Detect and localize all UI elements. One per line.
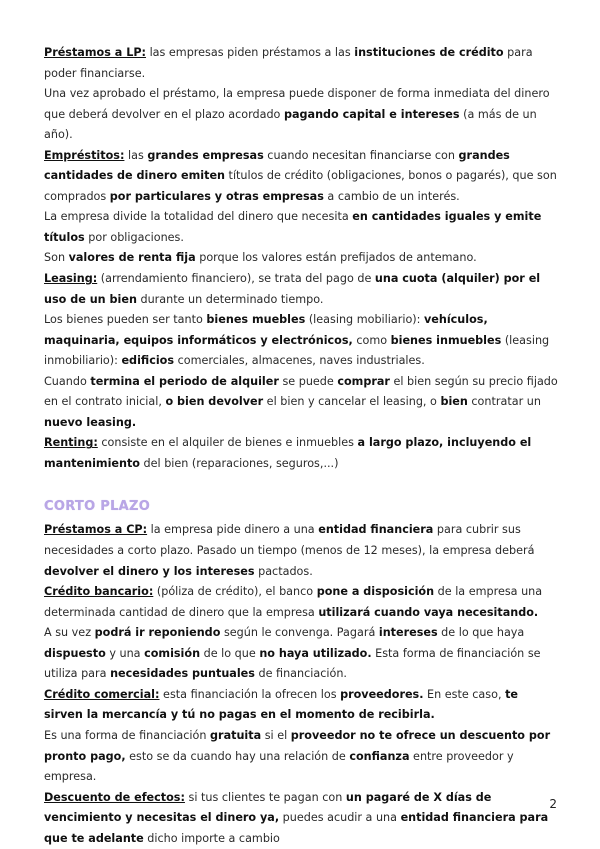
text-run: de lo que haya [437, 626, 525, 640]
bold-text: grandes cantidades de dinero emiten [44, 148, 510, 183]
text-run: según le convenga. Pagará [220, 626, 379, 640]
term-label: Leasing: [44, 272, 98, 286]
bold-text: o bien devolver [165, 395, 264, 409]
text-run: (leasing mobiliario): [305, 313, 424, 327]
bold-text: no haya utilizado. [259, 646, 372, 660]
bold-text: valores de renta fija [68, 251, 196, 265]
bold-text: dispuesto [44, 646, 106, 660]
bold-text: termina el periodo de alquiler [90, 374, 279, 388]
paragraph [44, 520, 558, 582]
section-heading-corto-plazo: CORTO PLAZO [44, 499, 151, 515]
page-content [44, 43, 558, 849]
bold-text: podrá ir reponiendo [94, 626, 221, 640]
text-run: pactados. [254, 564, 313, 578]
term-label: Préstamos a LP: [44, 46, 147, 59]
bold-text: grandes empresas [147, 148, 264, 162]
bold-text: gratuita [210, 728, 262, 742]
bold-text: por particulares y otras empresas [109, 189, 324, 203]
text-run: (leasing inmobiliario): [44, 333, 550, 368]
text-run: por obligaciones. [84, 230, 184, 244]
paragraph [44, 310, 558, 372]
paragraph [44, 269, 558, 310]
bold-text: bien [440, 395, 468, 409]
text-run: Es una forma de financiación [44, 728, 211, 742]
bold-text: edificios [121, 354, 175, 368]
bold-text: vehículos, maquinaria, equipos informáticos y electrónicos, [44, 313, 488, 347]
bold-text: utilizará cuando vaya necesitando. [318, 605, 539, 619]
text-run: el bien según su precio fijado en el contrato inicial, [44, 374, 558, 409]
text-run: a cambio de un interés. [323, 189, 460, 203]
text-run: dicho importe a cambio [143, 831, 280, 845]
text-run: Son [44, 251, 69, 265]
text-run: del bien (reparaciones, seguros,...) [139, 456, 339, 470]
text-run: para cubrir sus necesidades a corto plazo. Pasado un tiempo (menos de 12 meses), la empresa deberá [44, 523, 535, 558]
text-run: Los bienes pueden ser tanto [44, 313, 207, 327]
term-label: Empréstitos: [44, 148, 125, 162]
text-run: La empresa divide la totalidad del dinero que necesita [44, 210, 353, 224]
bold-text: proveedor no te ofrece un descuento por pronto pago, [44, 728, 551, 763]
text-run: contratar un [467, 395, 541, 409]
bold-text: proveedores. [340, 687, 424, 701]
text-run: (a más de un año). [44, 107, 537, 142]
text-run: Una vez aprobado el préstamo, la empresa puede disponer de forma inmediata del dinero que deberá devolver en el plazo acordado [44, 87, 550, 121]
term-label: Crédito comercial: [44, 687, 160, 701]
text-run: se puede [278, 374, 338, 388]
bold-text: te sirven la mercancía y tú no pagas en el momento de recibirla. [44, 687, 519, 722]
text-run: (póliza de crédito), el banco [153, 585, 317, 599]
text-run: Esta forma de financiación se utiliza para [44, 646, 541, 681]
bold-text: devolver el dinero y los intereses [44, 564, 255, 578]
bold-text: confianza [349, 749, 410, 763]
text-run: (arrendamiento financiero), se trata del pago de [97, 272, 375, 286]
text-run: si tus clientes te pagan con [184, 790, 346, 804]
bold-text: necesidades puntuales [110, 667, 255, 681]
text-run: la empresa pide dinero a una [147, 523, 319, 537]
paragraph [44, 582, 558, 623]
text-run: puedes acudir a una [279, 811, 401, 825]
paragraph [44, 146, 558, 208]
text-run: consiste en el alquiler de bienes e inmuebles [97, 436, 358, 450]
page-number: 2 [549, 797, 557, 811]
bold-text: intereses [378, 626, 438, 640]
term-label: Préstamos a CP: [44, 523, 148, 537]
short-term-financing-section [44, 520, 558, 849]
term-label: Descuento de efectos: [44, 790, 185, 804]
paragraph [44, 372, 558, 434]
text-run: esta financiación la ofrecen los [159, 687, 341, 701]
bold-text: entidad financiera para que te adelante [44, 811, 549, 845]
term-label: Crédito bancario: [44, 585, 154, 599]
paragraph [44, 788, 558, 849]
paragraph [44, 726, 558, 788]
bold-text: comprar [337, 374, 390, 388]
bold-text: una cuota (alquiler) por el uso de un bien [44, 272, 541, 306]
text-run: entre proveedor y empresa. [44, 749, 514, 784]
text-run: porque los valores están prefijados de antemano. [195, 251, 477, 265]
text-run: de la empresa una determinada cantidad de dinero que la empresa [44, 585, 543, 619]
text-run: de financiación. [254, 667, 347, 681]
text-run: el bien y cancelar el leasing, o [263, 395, 441, 409]
text-run: como [352, 333, 391, 347]
bold-text: pone a disposición [316, 585, 435, 599]
paragraph [44, 433, 558, 474]
text-run: Cuando [44, 374, 91, 388]
paragraph [44, 685, 558, 726]
text-run: para poder financiarse. [44, 46, 533, 80]
bold-text: en cantidades iguales y emite títulos [44, 210, 542, 244]
text-run: si el [261, 728, 291, 742]
long-term-financing-section [44, 43, 558, 474]
text-run: En este caso, [423, 687, 506, 701]
bold-text: a largo plazo, incluyendo el mantenimiento [44, 436, 532, 470]
paragraph [44, 248, 558, 269]
paragraph [44, 84, 558, 146]
text-run: las [124, 148, 148, 162]
paragraph [44, 207, 558, 248]
bold-text: instituciones de crédito [354, 46, 504, 59]
bold-text: pagando capital e intereses [283, 107, 460, 121]
bold-text: bienes inmuebles [390, 333, 502, 347]
bold-text: bienes muebles [206, 313, 306, 327]
paragraph [44, 43, 558, 84]
text-run: de lo que [200, 646, 260, 660]
text-run: las empresas piden préstamos a las [146, 46, 355, 59]
text-run: A su vez [44, 626, 95, 640]
text-run: y una [105, 646, 145, 660]
bold-text: comisión [144, 646, 201, 660]
term-label: Renting: [44, 436, 98, 450]
text-run: títulos de crédito (obligaciones, bonos o pagarés), que son comprados [44, 169, 557, 203]
bold-text: un pagaré de X días de vencimiento y necesitas el dinero ya, [44, 790, 492, 825]
text-run: esto se da cuando hay una relación de [125, 749, 350, 763]
bold-text: nuevo leasing. [44, 415, 137, 429]
bold-text: entidad financiera [318, 523, 434, 537]
text-run: cuando necesitan financiarse con [263, 148, 459, 162]
text-run: durante un determinado tiempo. [136, 292, 324, 306]
paragraph [44, 623, 558, 685]
text-run: comerciales, almacenes, naves industriales. [174, 354, 425, 368]
